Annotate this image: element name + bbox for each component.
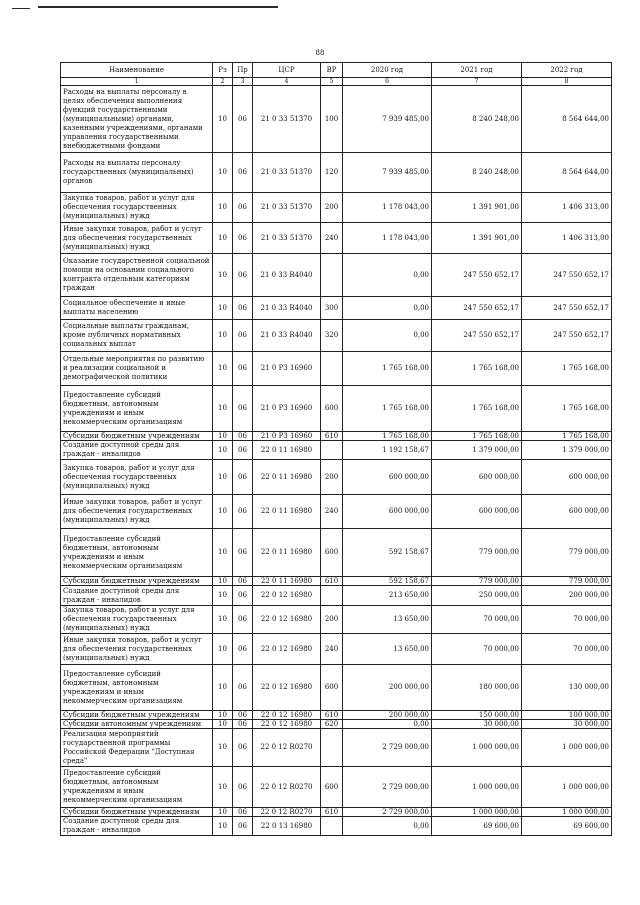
budget-table: [60, 62, 612, 836]
cell-name: Субсидии автономным учреждениям: [61, 720, 213, 729]
cell-pr: 06: [233, 729, 253, 767]
cell-csr: 22 0 12 16980: [253, 634, 321, 665]
cell-pr: 06: [233, 254, 253, 297]
cell-rz: 10: [213, 577, 233, 586]
cell-vr: 600: [321, 665, 343, 711]
cell-rz: 10: [213, 665, 233, 711]
cell-rz: 10: [213, 767, 233, 808]
cell-rz: 10: [213, 460, 233, 495]
cell-2020: 0,00: [343, 254, 432, 297]
cell-2021: 1 765 168,00: [432, 432, 522, 441]
cell-2022: 779 000,00: [522, 577, 612, 586]
table-row: [61, 817, 612, 836]
cell-2021: 1 765 168,00: [432, 386, 522, 432]
cell-2020: 2 729 000,00: [343, 767, 432, 808]
cell-2020: 200 000,00: [343, 711, 432, 720]
table-row: [61, 223, 612, 254]
cell-rz: 10: [213, 586, 233, 606]
cell-csr: 21 0 33 51370: [253, 86, 321, 153]
cell-pr: 06: [233, 634, 253, 665]
cell-rz: 10: [213, 254, 233, 297]
cell-2022: 8 564 644,00: [522, 153, 612, 193]
cell-2021: 1 000 000,00: [432, 729, 522, 767]
cell-pr: 06: [233, 577, 253, 586]
cell-2021: 180 000,00: [432, 665, 522, 711]
cell-2020: 1 765 168,00: [343, 432, 432, 441]
cell-csr: 22 0 12 16980: [253, 606, 321, 634]
cell-2021: 150 000,00: [432, 711, 522, 720]
cell-vr: 610: [321, 432, 343, 441]
cell-2021: 30 000,00: [432, 720, 522, 729]
cell-name: Реализация мероприятий государственной программы Российской Федерации "Доступная среда": [61, 729, 213, 767]
cell-2020: 1 178 043,00: [343, 193, 432, 223]
cell-2021: 247 550 652,17: [432, 254, 522, 297]
table-row: [61, 665, 612, 711]
cell-2022: 200 000,00: [522, 586, 612, 606]
cell-rz: 10: [213, 386, 233, 432]
cell-name: Предоставление субсидий бюджетным, автономным учреждениям и иным некоммерческим организациям: [61, 767, 213, 808]
cell-2021: 70 000,00: [432, 634, 522, 665]
cell-csr: 21 0 33 R4040: [253, 297, 321, 320]
cell-pr: 06: [233, 441, 253, 460]
cell-name: Расходы на выплаты персоналу в целях обеспечения выполнения функций государственными (муниципальными) органами, казенными учреждениями, органами управления государственными внебюджетными фондами: [61, 86, 213, 153]
cell-pr: 06: [233, 297, 253, 320]
cell-name: Иные закупки товаров, работ и услуг для обеспечения государственных (муниципальных) нужд: [61, 495, 213, 529]
cell-2021: 1 391 901,00: [432, 193, 522, 223]
cell-name: Отдельные мероприятия по развитию и реализации социальной и демографической политики: [61, 352, 213, 386]
index-cell: 8: [522, 78, 612, 86]
table-row: [61, 386, 612, 432]
cell-vr: 240: [321, 495, 343, 529]
cell-name: Предоставление субсидий бюджетным, автономным учреждениям и иным некоммерческим организациям: [61, 386, 213, 432]
table-row: [61, 729, 612, 767]
cell-2021: 8 240 248,00: [432, 86, 522, 153]
table-row: [61, 297, 612, 320]
cell-2022: 1 000 000,00: [522, 767, 612, 808]
index-cell: 5: [321, 78, 343, 86]
scan-artifact-line-short: [12, 8, 30, 9]
cell-pr: 06: [233, 817, 253, 836]
cell-pr: 06: [233, 193, 253, 223]
cell-name: Предоставление субсидий бюджетным, автономным учреждениям и иным некоммерческим организациям: [61, 665, 213, 711]
cell-2022: 100 000,00: [522, 711, 612, 720]
cell-2022: 70 000,00: [522, 606, 612, 634]
cell-2022: 1 765 168,00: [522, 386, 612, 432]
cell-pr: 06: [233, 665, 253, 711]
index-cell: 7: [432, 78, 522, 86]
cell-name: Закупка товаров, работ и услуг для обеспечения государственных (муниципальных) нужд: [61, 193, 213, 223]
header-csr: ЦСР: [253, 63, 321, 78]
cell-2020: 1 765 168,00: [343, 386, 432, 432]
cell-vr: 600: [321, 529, 343, 577]
cell-name: Создание доступной среды для граждан - инвалидов: [61, 441, 213, 460]
cell-2021: 250 000,00: [432, 586, 522, 606]
cell-2022: 1 406 313,00: [522, 193, 612, 223]
cell-rz: 10: [213, 297, 233, 320]
cell-vr: 240: [321, 223, 343, 254]
cell-rz: 10: [213, 432, 233, 441]
cell-vr: 100: [321, 86, 343, 153]
cell-pr: 06: [233, 808, 253, 817]
cell-2022: 8 564 644,00: [522, 86, 612, 153]
cell-pr: 06: [233, 432, 253, 441]
cell-2021: 247 550 652,17: [432, 297, 522, 320]
cell-2020: 13 650,00: [343, 634, 432, 665]
cell-vr: [321, 254, 343, 297]
cell-csr: 22 0 11 16980: [253, 577, 321, 586]
table-row: [61, 86, 612, 153]
cell-pr: 06: [233, 606, 253, 634]
cell-csr: 22 0 12 16980: [253, 586, 321, 606]
cell-2021: 70 000,00: [432, 606, 522, 634]
cell-name: Оказание государственной социальной помощи на основании социального контракта отдельным категориям граждан: [61, 254, 213, 297]
cell-rz: 10: [213, 495, 233, 529]
index-cell: 2: [213, 78, 233, 86]
cell-2022: 247 550 652,17: [522, 297, 612, 320]
cell-vr: 200: [321, 460, 343, 495]
table-row: [61, 767, 612, 808]
cell-2020: 7 939 485,00: [343, 86, 432, 153]
table-header-row: [61, 63, 612, 78]
cell-2020: 1 192 158,67: [343, 441, 432, 460]
cell-2022: 30 000,00: [522, 720, 612, 729]
cell-vr: 610: [321, 577, 343, 586]
table-row: [61, 193, 612, 223]
cell-2020: 2 729 000,00: [343, 808, 432, 817]
index-cell: 3: [233, 78, 253, 86]
cell-2021: 247 550 652,17: [432, 320, 522, 352]
cell-2020: 213 650,00: [343, 586, 432, 606]
cell-pr: 06: [233, 153, 253, 193]
cell-2022: 70 000,00: [522, 634, 612, 665]
cell-csr: 22 0 12 R0270: [253, 767, 321, 808]
cell-2022: 247 550 652,17: [522, 254, 612, 297]
cell-vr: [321, 352, 343, 386]
cell-2022: 69 600,00: [522, 817, 612, 836]
table-row: [61, 586, 612, 606]
cell-name: Создание доступной среды для граждан - инвалидов: [61, 586, 213, 606]
table-body: [61, 86, 612, 836]
cell-pr: 06: [233, 460, 253, 495]
cell-2021: 69 600,00: [432, 817, 522, 836]
header-2021: 2021 год: [432, 63, 522, 78]
cell-pr: 06: [233, 767, 253, 808]
cell-csr: 22 0 11 16980: [253, 495, 321, 529]
cell-2021: 8 240 248,00: [432, 153, 522, 193]
cell-pr: 06: [233, 529, 253, 577]
cell-2022: 1 379 000,00: [522, 441, 612, 460]
cell-csr: 22 0 12 R0270: [253, 729, 321, 767]
cell-vr: 620: [321, 720, 343, 729]
cell-name: Субсидии бюджетным учреждениям: [61, 808, 213, 817]
cell-rz: 10: [213, 153, 233, 193]
table-row: [61, 495, 612, 529]
column-index-row: [61, 78, 612, 86]
cell-vr: [321, 729, 343, 767]
cell-vr: 600: [321, 386, 343, 432]
cell-rz: 10: [213, 720, 233, 729]
cell-vr: [321, 441, 343, 460]
cell-csr: 21 0 P3 16960: [253, 432, 321, 441]
cell-rz: 10: [213, 320, 233, 352]
header-vr: ВР: [321, 63, 343, 78]
table-row: [61, 432, 612, 441]
cell-pr: 06: [233, 386, 253, 432]
cell-2020: 600 000,00: [343, 460, 432, 495]
cell-2021: 1 000 000,00: [432, 767, 522, 808]
cell-2020: 2 729 000,00: [343, 729, 432, 767]
cell-csr: 22 0 11 16980: [253, 441, 321, 460]
cell-2022: 247 550 652,17: [522, 320, 612, 352]
cell-csr: 22 0 11 16980: [253, 529, 321, 577]
cell-name: Субсидии бюджетным учреждениям: [61, 577, 213, 586]
cell-pr: 06: [233, 495, 253, 529]
cell-name: Предоставление субсидий бюджетным, автономным учреждениям и иным некоммерческим организациям: [61, 529, 213, 577]
table-row: [61, 634, 612, 665]
cell-rz: 10: [213, 634, 233, 665]
cell-2020: 0,00: [343, 320, 432, 352]
cell-rz: 10: [213, 529, 233, 577]
cell-csr: 21 0 33 51370: [253, 193, 321, 223]
cell-name: Создание доступной среды для граждан - инвалидов: [61, 817, 213, 836]
cell-csr: 22 0 12 16980: [253, 665, 321, 711]
cell-rz: 10: [213, 441, 233, 460]
cell-rz: 10: [213, 352, 233, 386]
cell-2021: 1 000 000,00: [432, 808, 522, 817]
cell-pr: 06: [233, 711, 253, 720]
header-rz: Рз: [213, 63, 233, 78]
cell-rz: 10: [213, 729, 233, 767]
cell-name: Субсидии бюджетным учреждениям: [61, 432, 213, 441]
cell-2021: 1 379 000,00: [432, 441, 522, 460]
cell-2020: 1 178 043,00: [343, 223, 432, 254]
table-row: [61, 320, 612, 352]
cell-vr: 200: [321, 193, 343, 223]
cell-vr: 120: [321, 153, 343, 193]
cell-rz: 10: [213, 223, 233, 254]
cell-rz: 10: [213, 606, 233, 634]
cell-vr: 300: [321, 297, 343, 320]
cell-name: Расходы на выплаты персоналу государственных (муниципальных) органов: [61, 153, 213, 193]
cell-rz: 10: [213, 808, 233, 817]
cell-2020: 200 000,00: [343, 665, 432, 711]
cell-2022: 1 765 168,00: [522, 352, 612, 386]
cell-name: Иные закупки товаров, работ и услуг для обеспечения государственных (муниципальных) нужд: [61, 634, 213, 665]
header-2020: 2020 год: [343, 63, 432, 78]
cell-2020: 0,00: [343, 297, 432, 320]
cell-vr: 600: [321, 767, 343, 808]
cell-2021: 1 391 901,00: [432, 223, 522, 254]
cell-csr: 21 0 33 51370: [253, 223, 321, 254]
cell-2020: 13 650,00: [343, 606, 432, 634]
cell-pr: 06: [233, 223, 253, 254]
cell-csr: 21 0 P3 16960: [253, 386, 321, 432]
cell-2022: 600 000,00: [522, 460, 612, 495]
cell-rz: 10: [213, 86, 233, 153]
cell-vr: 610: [321, 808, 343, 817]
cell-name: Социальные выплаты гражданам, кроме публичных нормативных социальных выплат: [61, 320, 213, 352]
cell-vr: [321, 586, 343, 606]
cell-pr: 06: [233, 720, 253, 729]
table-row: [61, 808, 612, 817]
cell-pr: 06: [233, 352, 253, 386]
index-cell: 4: [253, 78, 321, 86]
header-pr: Пр: [233, 63, 253, 78]
cell-2022: 130 000,00: [522, 665, 612, 711]
cell-2022: 1 000 000,00: [522, 808, 612, 817]
cell-pr: 06: [233, 586, 253, 606]
cell-name: Закупка товаров, работ и услуг для обеспечения государственных (муниципальных) нужд: [61, 460, 213, 495]
cell-vr: [321, 817, 343, 836]
table-row: [61, 254, 612, 297]
cell-2022: 1 406 313,00: [522, 223, 612, 254]
cell-csr: 22 0 12 16980: [253, 720, 321, 729]
table-row: [61, 441, 612, 460]
page-number: 88: [315, 49, 325, 57]
cell-vr: 320: [321, 320, 343, 352]
cell-name: Социальное обеспечение и иные выплаты населению: [61, 297, 213, 320]
cell-csr: 22 0 12 R0270: [253, 808, 321, 817]
cell-2020: 592 158,67: [343, 577, 432, 586]
table-row: [61, 460, 612, 495]
cell-2022: 600 000,00: [522, 495, 612, 529]
table-row: [61, 352, 612, 386]
cell-rz: 10: [213, 193, 233, 223]
table-row: [61, 720, 612, 729]
cell-rz: 10: [213, 817, 233, 836]
cell-2022: 1 000 000,00: [522, 729, 612, 767]
header-name: Наименование: [61, 63, 213, 78]
cell-pr: 06: [233, 320, 253, 352]
cell-vr: 240: [321, 634, 343, 665]
index-cell: 6: [343, 78, 432, 86]
cell-2020: 600 000,00: [343, 495, 432, 529]
cell-2021: 779 000,00: [432, 529, 522, 577]
cell-csr: 21 0 33 R4040: [253, 254, 321, 297]
cell-2021: 1 765 168,00: [432, 352, 522, 386]
table-row: [61, 606, 612, 634]
cell-name: Иные закупки товаров, работ и услуг для обеспечения государственных (муниципальных) нужд: [61, 223, 213, 254]
cell-name: Закупка товаров, работ и услуг для обеспечения государственных (муниципальных) нужд: [61, 606, 213, 634]
cell-csr: 21 0 33 51370: [253, 153, 321, 193]
cell-2020: 7 939 485,00: [343, 153, 432, 193]
cell-2021: 600 000,00: [432, 460, 522, 495]
cell-name: Субсидии бюджетным учреждениям: [61, 711, 213, 720]
cell-2020: 1 765 168,00: [343, 352, 432, 386]
cell-csr: 22 0 12 16980: [253, 711, 321, 720]
cell-csr: 21 0 33 R4040: [253, 320, 321, 352]
table-row: [61, 711, 612, 720]
scan-artifact-line: [38, 6, 278, 8]
cell-csr: 22 0 13 16980: [253, 817, 321, 836]
header-2022: 2022 год: [522, 63, 612, 78]
table-row: [61, 529, 612, 577]
cell-2021: 600 000,00: [432, 495, 522, 529]
cell-pr: 06: [233, 86, 253, 153]
cell-2020: 592 158,67: [343, 529, 432, 577]
table-row: [61, 153, 612, 193]
cell-2022: 1 765 168,00: [522, 432, 612, 441]
cell-vr: 610: [321, 711, 343, 720]
cell-csr: 21 0 P3 16960: [253, 352, 321, 386]
cell-2021: 779 000,00: [432, 577, 522, 586]
cell-2022: 779 000,00: [522, 529, 612, 577]
cell-rz: 10: [213, 711, 233, 720]
index-cell: 1: [61, 78, 213, 86]
cell-csr: 22 0 11 16980: [253, 460, 321, 495]
cell-2020: 0,00: [343, 817, 432, 836]
table-row: [61, 577, 612, 586]
cell-2020: 0,00: [343, 720, 432, 729]
cell-vr: 200: [321, 606, 343, 634]
